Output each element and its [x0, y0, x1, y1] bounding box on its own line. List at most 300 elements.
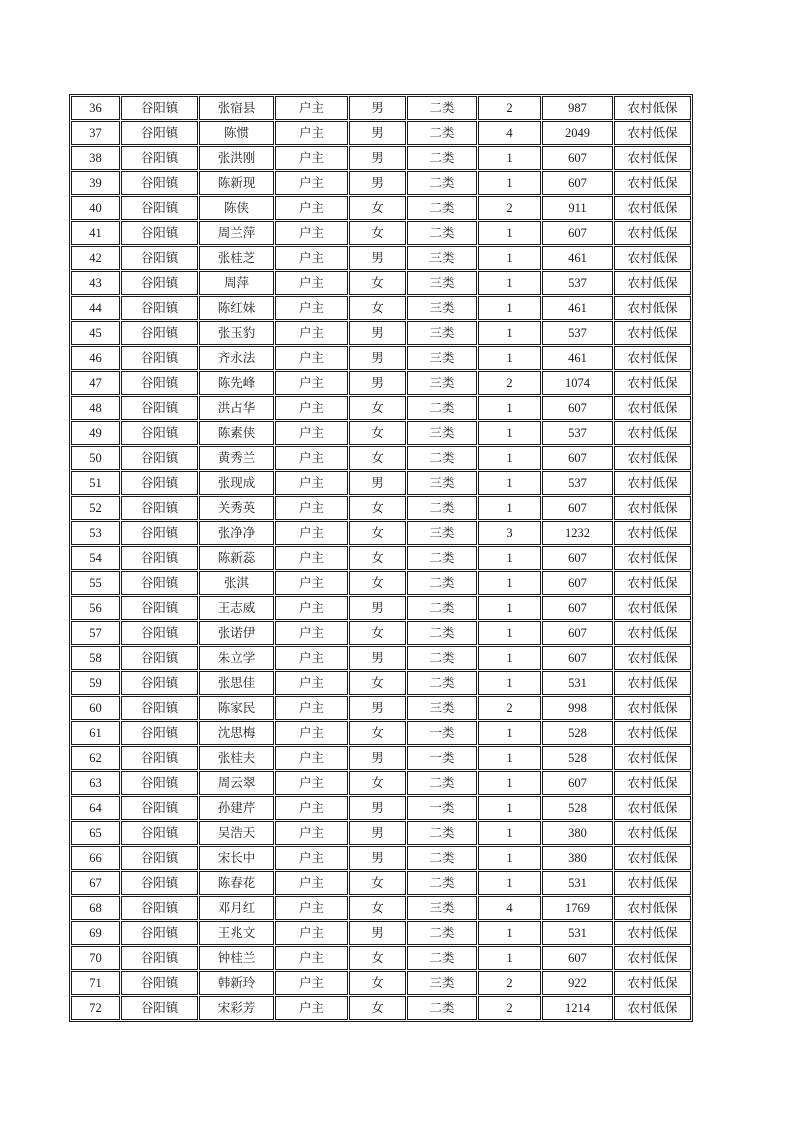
cell-gender: 女 — [349, 421, 406, 445]
cell-town: 谷阳镇 — [121, 821, 198, 845]
cell-name: 张思佳 — [199, 671, 274, 695]
cell-category: 二类 — [407, 146, 477, 170]
cell-householder-relation: 户主 — [275, 896, 348, 920]
cell-assistance-type: 农村低保 — [614, 396, 691, 420]
cell-town: 谷阳镇 — [121, 996, 198, 1020]
cell-amount: 1232 — [542, 521, 613, 545]
cell-person-count: 4 — [478, 896, 541, 920]
cell-person-count: 1 — [478, 471, 541, 495]
table-row — [71, 746, 691, 770]
cell-town: 谷阳镇 — [121, 496, 198, 520]
cell-gender: 女 — [349, 771, 406, 795]
cell-category: 二类 — [407, 821, 477, 845]
cell-person-count: 1 — [478, 796, 541, 820]
cell-gender: 男 — [349, 646, 406, 670]
cell-category: 三类 — [407, 296, 477, 320]
cell-assistance-type: 农村低保 — [614, 796, 691, 820]
cell-assistance-type: 农村低保 — [614, 596, 691, 620]
cell-serial-number: 70 — [71, 946, 120, 970]
cell-assistance-type: 农村低保 — [614, 671, 691, 695]
cell-person-count: 1 — [478, 846, 541, 870]
table-row — [71, 896, 691, 920]
cell-town: 谷阳镇 — [121, 396, 198, 420]
cell-amount: 380 — [542, 821, 613, 845]
cell-town: 谷阳镇 — [121, 521, 198, 545]
cell-householder-relation: 户主 — [275, 846, 348, 870]
cell-assistance-type: 农村低保 — [614, 696, 691, 720]
cell-name: 陈新现 — [199, 171, 274, 195]
cell-householder-relation: 户主 — [275, 446, 348, 470]
cell-assistance-type: 农村低保 — [614, 921, 691, 945]
cell-assistance-type: 农村低保 — [614, 271, 691, 295]
cell-person-count: 2 — [478, 196, 541, 220]
cell-householder-relation: 户主 — [275, 596, 348, 620]
cell-category: 二类 — [407, 121, 477, 145]
cell-assistance-type: 农村低保 — [614, 721, 691, 745]
cell-person-count: 1 — [478, 221, 541, 245]
cell-name: 王志威 — [199, 596, 274, 620]
table-row — [71, 371, 691, 395]
cell-person-count: 3 — [478, 521, 541, 545]
cell-gender: 男 — [349, 846, 406, 870]
table-row — [71, 596, 691, 620]
cell-householder-relation: 户主 — [275, 946, 348, 970]
cell-amount: 528 — [542, 746, 613, 770]
cell-householder-relation: 户主 — [275, 996, 348, 1020]
cell-category: 三类 — [407, 371, 477, 395]
cell-householder-relation: 户主 — [275, 196, 348, 220]
cell-town: 谷阳镇 — [121, 896, 198, 920]
table-row — [71, 121, 691, 145]
cell-amount: 607 — [542, 496, 613, 520]
cell-serial-number: 60 — [71, 696, 120, 720]
cell-assistance-type: 农村低保 — [614, 896, 691, 920]
cell-person-count: 4 — [478, 121, 541, 145]
cell-householder-relation: 户主 — [275, 771, 348, 795]
table-row — [71, 396, 691, 420]
cell-name: 沈思梅 — [199, 721, 274, 745]
cell-serial-number: 52 — [71, 496, 120, 520]
cell-serial-number: 49 — [71, 421, 120, 445]
cell-gender: 男 — [349, 596, 406, 620]
cell-town: 谷阳镇 — [121, 321, 198, 345]
cell-name: 张淇 — [199, 571, 274, 595]
cell-gender: 女 — [349, 296, 406, 320]
cell-assistance-type: 农村低保 — [614, 121, 691, 145]
cell-serial-number: 39 — [71, 171, 120, 195]
cell-gender: 女 — [349, 546, 406, 570]
cell-serial-number: 57 — [71, 621, 120, 645]
cell-householder-relation: 户主 — [275, 796, 348, 820]
cell-householder-relation: 户主 — [275, 346, 348, 370]
cell-town: 谷阳镇 — [121, 196, 198, 220]
cell-category: 二类 — [407, 171, 477, 195]
cell-amount: 607 — [542, 221, 613, 245]
cell-name: 陈新蕊 — [199, 546, 274, 570]
cell-category: 二类 — [407, 646, 477, 670]
cell-householder-relation: 户主 — [275, 971, 348, 995]
cell-amount: 537 — [542, 471, 613, 495]
cell-assistance-type: 农村低保 — [614, 771, 691, 795]
cell-assistance-type: 农村低保 — [614, 571, 691, 595]
cell-householder-relation: 户主 — [275, 296, 348, 320]
cell-serial-number: 58 — [71, 646, 120, 670]
cell-serial-number: 50 — [71, 446, 120, 470]
cell-serial-number: 62 — [71, 746, 120, 770]
table-row — [71, 521, 691, 545]
cell-amount: 531 — [542, 671, 613, 695]
cell-category: 三类 — [407, 321, 477, 345]
table-row — [71, 446, 691, 470]
cell-gender: 女 — [349, 621, 406, 645]
cell-amount: 607 — [542, 396, 613, 420]
cell-name: 关秀英 — [199, 496, 274, 520]
cell-name: 张洪刚 — [199, 146, 274, 170]
cell-amount: 998 — [542, 696, 613, 720]
cell-amount: 911 — [542, 196, 613, 220]
cell-category: 二类 — [407, 621, 477, 645]
cell-serial-number: 66 — [71, 846, 120, 870]
cell-name: 周兰萍 — [199, 221, 274, 245]
table-row — [71, 346, 691, 370]
cell-householder-relation: 户主 — [275, 646, 348, 670]
table-row — [71, 296, 691, 320]
cell-gender: 男 — [349, 821, 406, 845]
cell-serial-number: 53 — [71, 521, 120, 545]
cell-gender: 男 — [349, 746, 406, 770]
cell-person-count: 1 — [478, 546, 541, 570]
cell-name: 陈红妹 — [199, 296, 274, 320]
cell-person-count: 2 — [478, 96, 541, 120]
cell-serial-number: 59 — [71, 671, 120, 695]
cell-town: 谷阳镇 — [121, 596, 198, 620]
cell-person-count: 1 — [478, 171, 541, 195]
cell-assistance-type: 农村低保 — [614, 371, 691, 395]
table-row — [71, 871, 691, 895]
cell-serial-number: 69 — [71, 921, 120, 945]
cell-category: 三类 — [407, 346, 477, 370]
cell-category: 一类 — [407, 746, 477, 770]
cell-person-count: 1 — [478, 746, 541, 770]
cell-serial-number: 68 — [71, 896, 120, 920]
cell-assistance-type: 农村低保 — [614, 96, 691, 120]
cell-householder-relation: 户主 — [275, 96, 348, 120]
cell-gender: 女 — [349, 896, 406, 920]
cell-person-count: 1 — [478, 421, 541, 445]
table-row — [71, 146, 691, 170]
welfare-beneficiary-table — [69, 94, 693, 1022]
cell-gender: 女 — [349, 496, 406, 520]
cell-gender: 女 — [349, 571, 406, 595]
cell-assistance-type: 农村低保 — [614, 946, 691, 970]
cell-person-count: 2 — [478, 696, 541, 720]
cell-town: 谷阳镇 — [121, 96, 198, 120]
cell-serial-number: 37 — [71, 121, 120, 145]
table-row — [71, 696, 691, 720]
table-row — [71, 196, 691, 220]
cell-person-count: 1 — [478, 496, 541, 520]
cell-assistance-type: 农村低保 — [614, 846, 691, 870]
cell-assistance-type: 农村低保 — [614, 321, 691, 345]
cell-person-count: 1 — [478, 671, 541, 695]
cell-gender: 男 — [349, 146, 406, 170]
cell-householder-relation: 户主 — [275, 171, 348, 195]
cell-gender: 女 — [349, 396, 406, 420]
cell-person-count: 1 — [478, 921, 541, 945]
cell-name: 张宿县 — [199, 96, 274, 120]
cell-gender: 女 — [349, 671, 406, 695]
cell-gender: 女 — [349, 221, 406, 245]
cell-person-count: 1 — [478, 396, 541, 420]
cell-assistance-type: 农村低保 — [614, 496, 691, 520]
cell-serial-number: 40 — [71, 196, 120, 220]
cell-gender: 女 — [349, 521, 406, 545]
table-row — [71, 621, 691, 645]
cell-serial-number: 45 — [71, 321, 120, 345]
table-row — [71, 321, 691, 345]
cell-town: 谷阳镇 — [121, 121, 198, 145]
cell-amount: 537 — [542, 321, 613, 345]
cell-gender: 男 — [349, 321, 406, 345]
cell-assistance-type: 农村低保 — [614, 621, 691, 645]
table-row — [71, 721, 691, 745]
cell-amount: 607 — [542, 571, 613, 595]
table-row — [71, 96, 691, 120]
cell-person-count: 1 — [478, 146, 541, 170]
cell-category: 二类 — [407, 946, 477, 970]
cell-name: 张净净 — [199, 521, 274, 545]
cell-person-count: 1 — [478, 446, 541, 470]
cell-town: 谷阳镇 — [121, 771, 198, 795]
cell-person-count: 1 — [478, 271, 541, 295]
cell-person-count: 1 — [478, 296, 541, 320]
cell-assistance-type: 农村低保 — [614, 421, 691, 445]
cell-name: 张桂芝 — [199, 246, 274, 270]
cell-person-count: 1 — [478, 946, 541, 970]
table-body — [71, 96, 691, 1020]
table-row — [71, 796, 691, 820]
cell-name: 陈先峰 — [199, 371, 274, 395]
cell-serial-number: 56 — [71, 596, 120, 620]
cell-name: 吴浩天 — [199, 821, 274, 845]
cell-town: 谷阳镇 — [121, 421, 198, 445]
cell-householder-relation: 户主 — [275, 146, 348, 170]
cell-householder-relation: 户主 — [275, 746, 348, 770]
cell-amount: 987 — [542, 96, 613, 120]
cell-amount: 607 — [542, 771, 613, 795]
cell-gender: 男 — [349, 171, 406, 195]
cell-assistance-type: 农村低保 — [614, 146, 691, 170]
cell-town: 谷阳镇 — [121, 921, 198, 945]
table-row — [71, 421, 691, 445]
cell-name: 黄秀兰 — [199, 446, 274, 470]
cell-gender: 男 — [349, 371, 406, 395]
cell-name: 陈素侠 — [199, 421, 274, 445]
cell-amount: 531 — [542, 871, 613, 895]
cell-amount: 607 — [542, 621, 613, 645]
cell-name: 韩新玲 — [199, 971, 274, 995]
cell-category: 二类 — [407, 396, 477, 420]
cell-category: 二类 — [407, 221, 477, 245]
cell-category: 二类 — [407, 921, 477, 945]
cell-serial-number: 55 — [71, 571, 120, 595]
cell-assistance-type: 农村低保 — [614, 221, 691, 245]
cell-town: 谷阳镇 — [121, 696, 198, 720]
cell-gender: 女 — [349, 871, 406, 895]
cell-category: 二类 — [407, 96, 477, 120]
cell-gender: 女 — [349, 196, 406, 220]
cell-name: 陈家民 — [199, 696, 274, 720]
table-row — [71, 921, 691, 945]
cell-town: 谷阳镇 — [121, 546, 198, 570]
cell-amount: 531 — [542, 921, 613, 945]
cell-name: 洪占华 — [199, 396, 274, 420]
cell-assistance-type: 农村低保 — [614, 996, 691, 1020]
table-row — [71, 671, 691, 695]
cell-town: 谷阳镇 — [121, 871, 198, 895]
cell-person-count: 1 — [478, 321, 541, 345]
cell-amount: 537 — [542, 421, 613, 445]
cell-name: 张诺伊 — [199, 621, 274, 645]
cell-amount: 528 — [542, 721, 613, 745]
cell-person-count: 1 — [478, 721, 541, 745]
cell-gender: 男 — [349, 96, 406, 120]
cell-town: 谷阳镇 — [121, 346, 198, 370]
cell-town: 谷阳镇 — [121, 171, 198, 195]
cell-gender: 女 — [349, 446, 406, 470]
cell-town: 谷阳镇 — [121, 471, 198, 495]
cell-category: 二类 — [407, 671, 477, 695]
cell-householder-relation: 户主 — [275, 621, 348, 645]
cell-town: 谷阳镇 — [121, 846, 198, 870]
cell-serial-number: 51 — [71, 471, 120, 495]
table-row — [71, 971, 691, 995]
cell-person-count: 1 — [478, 771, 541, 795]
cell-category: 二类 — [407, 571, 477, 595]
cell-assistance-type: 农村低保 — [614, 246, 691, 270]
cell-serial-number: 44 — [71, 296, 120, 320]
cell-gender: 男 — [349, 921, 406, 945]
cell-town: 谷阳镇 — [121, 971, 198, 995]
table-row — [71, 471, 691, 495]
cell-category: 一类 — [407, 796, 477, 820]
cell-assistance-type: 农村低保 — [614, 446, 691, 470]
cell-amount: 461 — [542, 296, 613, 320]
cell-category: 三类 — [407, 896, 477, 920]
cell-householder-relation: 户主 — [275, 246, 348, 270]
cell-town: 谷阳镇 — [121, 446, 198, 470]
cell-amount: 607 — [542, 596, 613, 620]
cell-person-count: 1 — [478, 646, 541, 670]
cell-town: 谷阳镇 — [121, 621, 198, 645]
cell-person-count: 2 — [478, 971, 541, 995]
cell-householder-relation: 户主 — [275, 521, 348, 545]
cell-assistance-type: 农村低保 — [614, 346, 691, 370]
cell-name: 周云翠 — [199, 771, 274, 795]
table-row — [71, 246, 691, 270]
cell-householder-relation: 户主 — [275, 396, 348, 420]
cell-amount: 607 — [542, 646, 613, 670]
cell-category: 二类 — [407, 871, 477, 895]
cell-amount: 1214 — [542, 996, 613, 1020]
cell-assistance-type: 农村低保 — [614, 196, 691, 220]
cell-serial-number: 67 — [71, 871, 120, 895]
cell-town: 谷阳镇 — [121, 671, 198, 695]
cell-person-count: 1 — [478, 871, 541, 895]
cell-town: 谷阳镇 — [121, 296, 198, 320]
cell-householder-relation: 户主 — [275, 571, 348, 595]
table-row — [71, 171, 691, 195]
cell-category: 二类 — [407, 846, 477, 870]
cell-name: 孙建芹 — [199, 796, 274, 820]
cell-amount: 607 — [542, 946, 613, 970]
cell-householder-relation: 户主 — [275, 821, 348, 845]
cell-assistance-type: 农村低保 — [614, 971, 691, 995]
cell-serial-number: 42 — [71, 246, 120, 270]
cell-town: 谷阳镇 — [121, 721, 198, 745]
cell-assistance-type: 农村低保 — [614, 546, 691, 570]
table-row — [71, 571, 691, 595]
cell-town: 谷阳镇 — [121, 146, 198, 170]
cell-category: 二类 — [407, 446, 477, 470]
cell-serial-number: 63 — [71, 771, 120, 795]
cell-amount: 607 — [542, 546, 613, 570]
cell-householder-relation: 户主 — [275, 421, 348, 445]
cell-name: 宋彩芳 — [199, 996, 274, 1020]
cell-householder-relation: 户主 — [275, 271, 348, 295]
cell-gender: 女 — [349, 721, 406, 745]
cell-serial-number: 48 — [71, 396, 120, 420]
cell-gender: 男 — [349, 246, 406, 270]
cell-householder-relation: 户主 — [275, 721, 348, 745]
cell-amount: 1769 — [542, 896, 613, 920]
cell-category: 二类 — [407, 596, 477, 620]
cell-amount: 528 — [542, 796, 613, 820]
cell-gender: 女 — [349, 996, 406, 1020]
cell-assistance-type: 农村低保 — [614, 296, 691, 320]
cell-person-count: 1 — [478, 571, 541, 595]
table-row — [71, 771, 691, 795]
cell-name: 邓月红 — [199, 896, 274, 920]
cell-amount: 607 — [542, 446, 613, 470]
cell-amount: 461 — [542, 246, 613, 270]
cell-name: 齐永法 — [199, 346, 274, 370]
cell-name: 宋长中 — [199, 846, 274, 870]
table-row — [71, 846, 691, 870]
cell-town: 谷阳镇 — [121, 271, 198, 295]
cell-serial-number: 38 — [71, 146, 120, 170]
cell-category: 三类 — [407, 246, 477, 270]
cell-category: 二类 — [407, 546, 477, 570]
cell-serial-number: 54 — [71, 546, 120, 570]
cell-amount: 607 — [542, 146, 613, 170]
cell-assistance-type: 农村低保 — [614, 746, 691, 770]
cell-person-count: 2 — [478, 371, 541, 395]
cell-householder-relation: 户主 — [275, 671, 348, 695]
cell-amount: 461 — [542, 346, 613, 370]
cell-category: 三类 — [407, 521, 477, 545]
table-row — [71, 821, 691, 845]
cell-name: 陈春花 — [199, 871, 274, 895]
table-row — [71, 546, 691, 570]
cell-name: 钟桂兰 — [199, 946, 274, 970]
cell-category: 三类 — [407, 471, 477, 495]
cell-amount: 922 — [542, 971, 613, 995]
cell-town: 谷阳镇 — [121, 646, 198, 670]
cell-serial-number: 71 — [71, 971, 120, 995]
table-row — [71, 646, 691, 670]
table-row — [71, 271, 691, 295]
